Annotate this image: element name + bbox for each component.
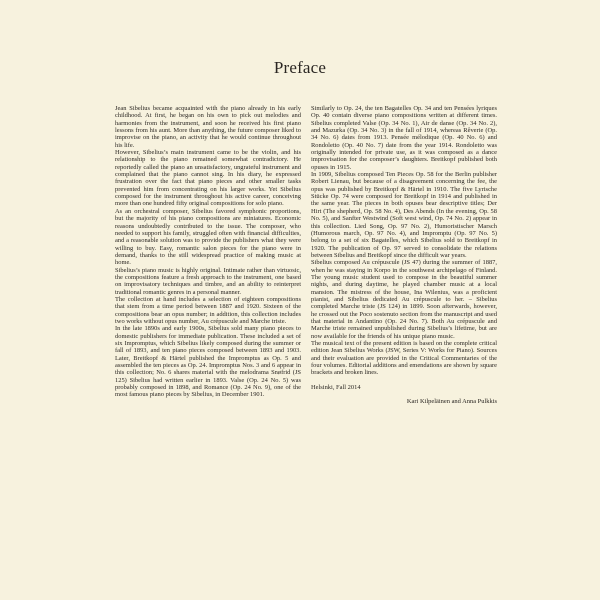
paragraph: Sibelius composed Au crépuscule (JS 47) during the summer of 1887, when he was staying in Korpo in the southwest archipelago of Finland. The young music student used to compose in the beautiful summer nights, and during daytime, he played chamber music at a local mansion. The mistress of the house, Ina Wilenius, was a proficient pianist, and Sibelius dedicated Au crépuscule to her. – Sibelius completed Marche triste (JS 124) in 1899. Soon afterwards, however, he crossed out the Poco sostenuto section from the manuscript and used that material in Andantino (Op. 24 No. 7). Both Au crépuscule and Marche triste remained unpublished during Sibelius’s lifetime, but are now available for the friends of his unique piano music. [311, 259, 497, 340]
paragraph: The collection at hand includes a selection of eighteen compositions that stem from a time period between 1887 and 1920. Sixteen of the compositions bear an opus number; in addition, this collection includes two works without opus number, Au crépuscule and Marche triste. [115, 295, 301, 325]
paragraph: In 1909, Sibelius composed Ten Pieces Op. 58 for the Berlin publisher Robert Lienau, but because of a disagreement concerning the fee, the opus was published by Breitkopf & Härtel in 1910. The five Lyrische Stücke Op. 74 were composed for Breitkopf in 1914 and published in the same year. The pieces in both opuses bear descriptive titles; Der Hirt (The shepherd, Op. 58 No. 4), Des Abends (In the evening, Op. 58 No. 5), and Sanfter Westwind (Soft west wind, Op. 74 No. 2) appear in this collection. Lied Song, Op. 97 No. 2), Humoristischer Marsch (Humorous march, Op. 97 No. 4), and Impromptu (Op. 97 No. 5) belong to a set of six Bagatelles, which Sibelius sold to Breitkopf in 1920. The publication of Op. 97 served to consolidate the relations between Sibelius and Breitkopf since the difficult war years. [311, 171, 497, 259]
left-column [115, 105, 301, 399]
place-date: Helsinki, Fall 2014 [311, 383, 361, 391]
paragraph: However, Sibelius’s main instrument came to be the violin, and his relationship to the piano remained somewhat contradictory. He reportedly called the piano an unsatisfactory, ungrateful instrument and complained that the piano cannot sing. In his diary, he expressed frustration over the fact that piano pieces and other smaller tasks prevented him from concentrating on his larger works. Yet Sibelius composed for the instrument throughout his active career, conceiving more than one hundred fifty original compositions for solo piano. [115, 149, 301, 208]
paragraph: The musical text of the present edition is based on the complete critical edition Jean Sibelius Works (JSW, Series V: Works for Piano). Sources and their evaluation are provided in the Critical Commentaries of the four volumes. Editorial additions and emendations are shown by square brackets and broken lines. [311, 340, 497, 377]
paragraph: Jean Sibelius became acquainted with the piano already in his early childhood. At first, he began on his own to pick out melodies and harmonies from the instrument, and soon he received his first piano lessons from his aunt. More than anything, the future composer liked to improvise on the piano, an activity that he would continue throughout his life. [115, 105, 301, 149]
paragraph: Similarly to Op. 24, the ten Bagatelles Op. 34 and ten Pensées lyriques Op. 40 contain diverse piano compositions written at different times. Sibelius completed Valse (Op. 34 No. 1), Air de danse (Op. 34 No. 2), and Mazurka (Op. 34 No. 3) in the fall of 1914, whereas Rêverie (Op. 34 No. 6) dates from 1913. Pensée mélodique (Op. 40 No. 6) and Rondoletto (Op. 40 No. 7) date from the year 1914. Rondoletto was originally intended for private use, as it was composed as a dance improvisation for the composer’s daughters. Breitkopf published both opuses in 1915. [311, 105, 497, 171]
page-title: Preface [273, 58, 327, 77]
paragraph: In the late 1890s and early 1900s, Sibelius sold many piano pieces to domestic publishers for immediate publication. These included a set of six Impromptus, which Sibelius likely composed during the summer or fall of 1893, and ten piano pieces composed between 1893 and 1903. Later, Breitkopf & Härtel published the Impromptus as Op. 5 and assembled the ten pieces as Op. 24. Impromptus Nos. 3 and 6 appear in this collection; No. 6 shares material with the melodrama Snøfrid (JS 125) Sibelius had written earlier in 1893. Valse (Op. 24 No. 5) was probably composed in 1898, and Romance (Op. 24 No. 9), one of the most famous piano pieces by Sibelius, in December 1901. [115, 325, 301, 399]
paragraph: Sibelius’s piano music is highly original. Intimate rather than virtuosic, the compositions feature a fresh approach to the instrument, one based on improvisatory techniques and timbre, and an ability to reinterpret traditional romantic genres in a personal manner. [115, 266, 301, 296]
paragraph: As an orchestral composer, Sibelius favored symphonic proportions, but the majority of his piano compositions are miniatures. Economic reasons undoubtedly contributed to the issue. The composer, who needed to support his family, struggled often with financial difficulties, and a reasonable solution was to provide the publishers what they were willing to buy. Easy, romantic salon pieces for the piano were in demand, thanks to the still widespread practice of making music at home. [115, 207, 301, 267]
right-column [311, 105, 497, 405]
author-signature: Kari Kilpeläinen and Anna Pulkkis [406, 398, 497, 406]
